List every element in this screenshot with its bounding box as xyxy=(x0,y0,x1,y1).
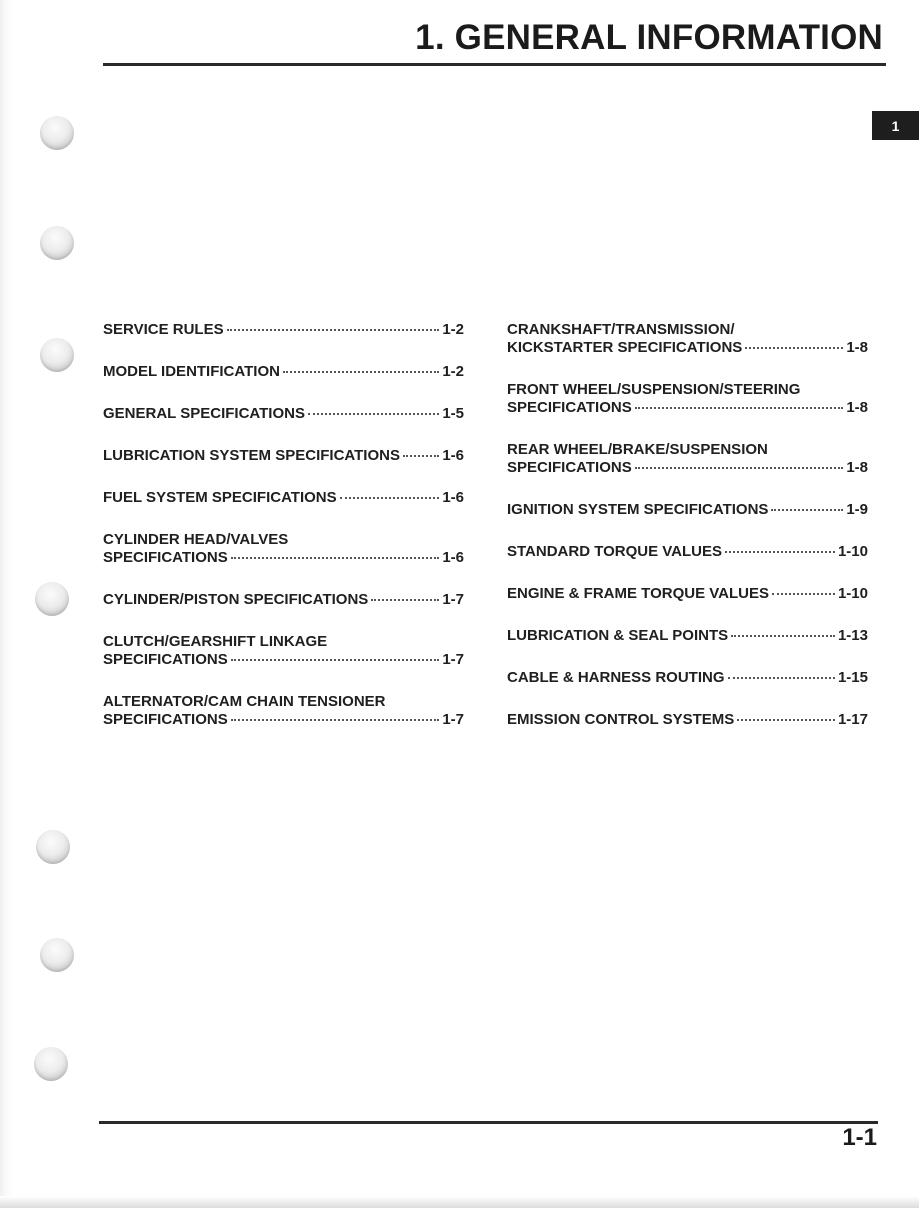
toc-page-ref: 1-13 xyxy=(837,627,868,644)
toc-entry-title: IGNITION SYSTEM SPECIFICATIONS xyxy=(507,501,769,518)
dot-leader xyxy=(737,715,835,721)
toc-page-ref: 1-10 xyxy=(837,543,868,560)
dot-leader xyxy=(231,715,440,721)
binder-hole-icon xyxy=(40,938,74,972)
toc-page-ref: 1-2 xyxy=(442,321,464,338)
toc-entry-title: MODEL IDENTIFICATION xyxy=(103,363,280,380)
toc-entry-title: CABLE & HARNESS ROUTING xyxy=(507,669,725,686)
toc-entry-title: STANDARD TORQUE VALUES xyxy=(507,543,723,560)
toc-entry-title: ALTERNATOR/CAM CHAIN TENSIONER xyxy=(103,693,386,710)
toc-left-column xyxy=(103,321,464,753)
toc-page-ref: 1-6 xyxy=(442,489,464,506)
dot-leader xyxy=(772,589,835,595)
dot-leader xyxy=(728,673,835,679)
toc-page-ref: 1-17 xyxy=(837,711,868,728)
toc-page-ref: 1-8 xyxy=(846,459,868,476)
dot-leader xyxy=(403,451,439,457)
header-rule xyxy=(103,63,886,66)
toc-entry-title: FUEL SYSTEM SPECIFICATIONS xyxy=(103,489,337,506)
toc-page-ref: 1-5 xyxy=(442,405,464,422)
binder-hole-icon xyxy=(34,1047,68,1081)
toc-entry xyxy=(507,441,868,477)
toc-entry xyxy=(507,627,868,645)
toc-entry-title: CYLINDER HEAD/VALVES xyxy=(103,531,289,548)
toc-page-ref: 1-8 xyxy=(846,399,868,416)
toc-entry-title: REAR WHEEL/BRAKE/SUSPENSION xyxy=(507,441,768,458)
toc-page-ref: 1-7 xyxy=(442,591,464,608)
toc-entry-title: CRANKSHAFT/TRANSMISSION/ xyxy=(507,321,735,338)
dot-leader xyxy=(745,343,843,349)
toc-page-ref: 1-6 xyxy=(442,549,464,566)
toc-entry xyxy=(507,669,868,687)
page-edge-shadow xyxy=(0,1196,919,1208)
page-number: 1-1 xyxy=(842,1124,877,1151)
toc-entry-title: GENERAL SPECIFICATIONS xyxy=(103,405,305,422)
toc-entry-title: CLUTCH/GEARSHIFT LINKAGE xyxy=(103,633,328,650)
toc-entry-title: KICKSTARTER SPECIFICATIONS xyxy=(507,339,743,356)
binder-hole-icon xyxy=(35,582,69,616)
toc-page-ref: 1-10 xyxy=(837,585,868,602)
toc-entry xyxy=(507,321,868,357)
toc-entry-title: SERVICE RULES xyxy=(103,321,224,338)
binder-hole-icon xyxy=(36,830,70,864)
toc-entry-title: CYLINDER/PISTON SPECIFICATIONS xyxy=(103,591,369,608)
dot-leader xyxy=(231,655,440,661)
toc-entry-title: EMISSION CONTROL SYSTEMS xyxy=(507,711,735,728)
toc-entry xyxy=(507,501,868,519)
dot-leader xyxy=(227,325,440,331)
toc-entry-title: SPECIFICATIONS xyxy=(103,549,228,566)
toc-entry xyxy=(103,321,464,339)
toc-page-ref: 1-9 xyxy=(846,501,868,518)
toc-entry xyxy=(507,585,868,603)
toc-page-ref: 1-8 xyxy=(846,339,868,356)
toc-entry xyxy=(103,633,464,669)
toc-page-ref: 1-15 xyxy=(837,669,868,686)
toc-page-ref: 1-7 xyxy=(442,711,464,728)
toc-entry xyxy=(103,693,464,729)
toc-entry xyxy=(507,711,868,729)
toc-entry xyxy=(103,405,464,423)
toc-entry xyxy=(507,381,868,417)
toc-entry xyxy=(103,591,464,609)
toc-page-ref: 1-2 xyxy=(442,363,464,380)
dot-leader xyxy=(635,403,844,409)
toc-entry-title: ENGINE & FRAME TORQUE VALUES xyxy=(507,585,769,602)
toc-entry-title: SPECIFICATIONS xyxy=(507,399,632,416)
toc-entry-title: FRONT WHEEL/SUSPENSION/STEERING xyxy=(507,381,801,398)
dot-leader xyxy=(771,505,843,511)
toc-entry-title: LUBRICATION & SEAL POINTS xyxy=(507,627,729,644)
toc-entry xyxy=(103,531,464,567)
footer-rule xyxy=(99,1121,878,1124)
toc-entry xyxy=(103,363,464,381)
toc-page-ref: 1-7 xyxy=(442,651,464,668)
dot-leader xyxy=(371,595,439,601)
dot-leader xyxy=(308,409,439,415)
toc-entry-title: SPECIFICATIONS xyxy=(507,459,632,476)
toc-entry-title: SPECIFICATIONS xyxy=(103,651,228,668)
page-title: 1. GENERAL INFORMATION xyxy=(415,18,883,57)
dot-leader xyxy=(340,493,440,499)
section-tab: 1 xyxy=(872,111,919,140)
toc-entry xyxy=(507,543,868,561)
toc-entry xyxy=(103,489,464,507)
toc-entry-title: LUBRICATION SYSTEM SPECIFICATIONS xyxy=(103,447,400,464)
dot-leader xyxy=(635,463,844,469)
dot-leader xyxy=(725,547,835,553)
binder-hole-icon xyxy=(40,116,74,150)
binder-hole-icon xyxy=(40,226,74,260)
binder-hole-icon xyxy=(40,338,74,372)
dot-leader xyxy=(231,553,440,559)
toc-right-column xyxy=(507,321,868,753)
toc-entry xyxy=(103,447,464,465)
dot-leader xyxy=(283,367,439,373)
toc-entry-title: SPECIFICATIONS xyxy=(103,711,228,728)
dot-leader xyxy=(731,631,835,637)
toc-page-ref: 1-6 xyxy=(442,447,464,464)
